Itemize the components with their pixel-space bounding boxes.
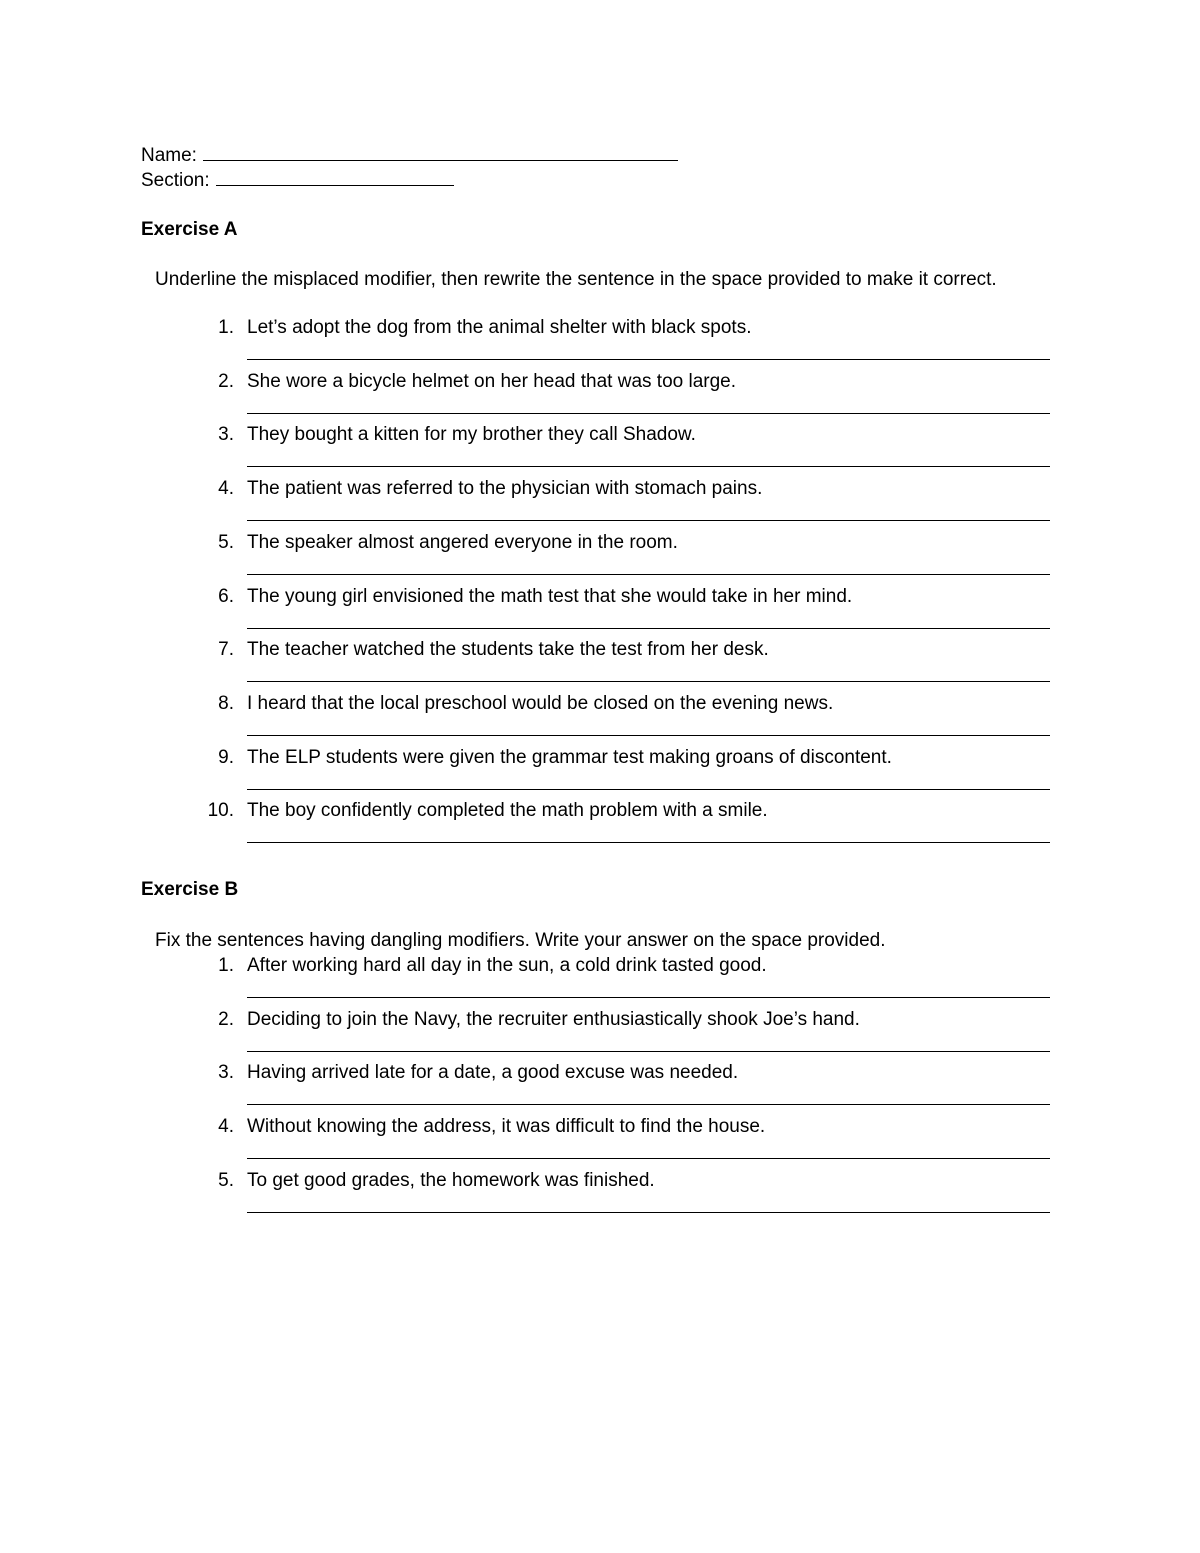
answer-line[interactable] [247, 574, 1050, 575]
item-number: 6. [218, 585, 234, 607]
name-label: Name: [141, 145, 197, 166]
item-number: 1. [218, 955, 234, 976]
item-number: 3. [218, 424, 234, 446]
exercise-b-instructions: Fix the sentences having dangling modifiers. Write your answer on the space provided. [155, 930, 886, 951]
item-sentence: They bought a kitten for my brother they call Shadow. [247, 424, 696, 446]
section-field-row [141, 168, 454, 193]
item-sentence: The teacher watched the students take the test from her desk. [247, 639, 769, 661]
item-sentence: The patient was referred to the physician with stomach pains. [247, 478, 763, 500]
answer-line[interactable] [247, 681, 1050, 682]
item-number: 10. [207, 800, 234, 822]
item-sentence: The young girl envisioned the math test that she would take in her mind. [247, 585, 853, 607]
item-sentence: After working hard all day in the sun, a cold drink tasted good. [247, 955, 767, 976]
section-label: Section: [141, 170, 210, 191]
exercise-a-heading: Exercise A [141, 219, 238, 240]
item-sentence: She wore a bicycle helmet on her head that was too large. [247, 370, 737, 392]
answer-line[interactable] [247, 789, 1050, 790]
name-field-row [141, 143, 678, 168]
answer-line[interactable] [247, 842, 1050, 843]
section-blank-line[interactable] [216, 168, 454, 186]
item-number: 5. [218, 1169, 234, 1191]
answer-line[interactable] [247, 1051, 1050, 1052]
item-number: 1. [218, 317, 234, 338]
item-sentence: The speaker almost angered everyone in the room. [247, 531, 678, 553]
item-sentence: I heard that the local preschool would be closed on the evening news. [247, 692, 834, 714]
item-number: 7. [218, 639, 234, 661]
answer-line[interactable] [247, 997, 1050, 998]
item-sentence: Let’s adopt the dog from the animal shelter with black spots. [247, 317, 752, 338]
item-number: 5. [218, 531, 234, 553]
item-sentence: Deciding to join the Navy, the recruiter enthusiastically shook Joe’s hand. [247, 1008, 860, 1030]
item-number: 9. [218, 746, 234, 768]
answer-line[interactable] [247, 628, 1050, 629]
item-sentence: Without knowing the address, it was difficult to find the house. [247, 1116, 766, 1138]
answer-line[interactable] [247, 413, 1050, 414]
answer-line[interactable] [247, 1104, 1050, 1105]
item-sentence: The ELP students were given the grammar test making groans of discontent. [247, 746, 892, 768]
answer-line[interactable] [247, 1212, 1050, 1213]
item-sentence: To get good grades, the homework was finished. [247, 1169, 655, 1191]
item-number: 2. [218, 370, 234, 392]
answer-line[interactable] [247, 735, 1050, 736]
answer-line[interactable] [247, 1158, 1050, 1159]
item-number: 3. [218, 1062, 234, 1084]
item-sentence: Having arrived late for a date, a good excuse was needed. [247, 1062, 739, 1084]
name-blank-line[interactable] [203, 143, 678, 161]
item-sentence: The boy confidently completed the math problem with a smile. [247, 800, 768, 822]
exercise-a-instructions: Underline the misplaced modifier, then rewrite the sentence in the space provided to make it correct. [155, 269, 997, 290]
item-number: 4. [218, 1116, 234, 1138]
item-number: 4. [218, 478, 234, 500]
answer-line[interactable] [247, 520, 1050, 521]
exercise-b-heading: Exercise B [141, 879, 239, 900]
item-number: 2. [218, 1008, 234, 1030]
item-number: 8. [218, 692, 234, 714]
answer-line[interactable] [247, 359, 1050, 360]
answer-line[interactable] [247, 466, 1050, 467]
